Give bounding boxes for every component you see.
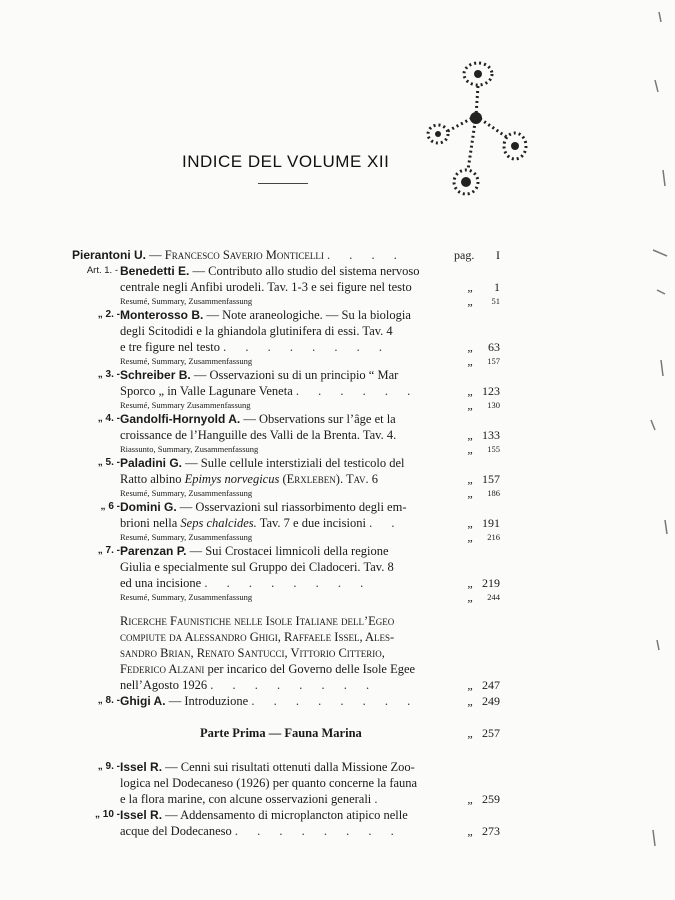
entry-author: Issel R.: [120, 760, 163, 774]
entry-page: 247: [482, 678, 500, 692]
toc-entry: „ 5. - Paladini G. — Sulle cellule interstiziali del testicolo del: [0, 455, 675, 471]
entry-author: Issel R.: [120, 808, 163, 822]
entry-page: 133: [482, 428, 500, 442]
resume-page: 51: [491, 296, 500, 306]
entry-number: „ 9. -: [97, 761, 120, 772]
table-of-contents: Pierantoni U. — Francesco Saverio Monticelli . . . . pag. I Art. 1. - Benedetti E. — Contributo allo studio del sistema nervoso centrale negli Anfibi urodeli. Tav. 1-3 e sei figure nel testo „ 1 Resumé, Summary, Zusammenfassung „ 51 „ 2. - Monterosso B. — Note araneologiche. — Su la biologia degli Scitodidi e la ghiandola glutinifera di essi. Tav. 4 e tre figure nel testo . . . . . . . . „ 63 Resumé, Summary, Zusammenfassung „ 157 „ 3. - Schreiber B. — Osservazioni su di un principio “ Mar Sporco „ in Valle Lagunare Veneta . . . . . . „ 123 Resumé, Summary Zusammenfassung „ 130 „ 4. - Gandolfi-Hornyold A. — Observations sur l’âge et la croissance de l’Hanguille des Valli de la Brenta. Tav. 4. „ 133 Riassunto, Summary, Zusammenfassung „ 155 „ 5. - Paladini G. — Sulle cellule interstiziali del testicolo del Ratto albino Epimys norvegicus (Erxleben). Tav. 6 „ 157 Resumé, Summary, Zusammenfassung „ 186 „ 6 - Domini G. — Osservazioni sul riassorbimento degli em- brioni nella Seps chalcides. Tav. 7 e due incisioni . . „ 191 Resumé, Summary, Zusammenfassung „ 216 „ 7. - Parenzan P. — Sui Crostacei limnicoli della regione Giulia e specialmente sul Gruppo dei Cladoceri. Tav. 8 ed una incisione . . . . . . . . „ 219 Resumé, Summary, Zusammenfassung „ 244 Ricerche Faunistiche nelle Isole Italiane dell’Egeo compiute da Alessandro Ghigi, Raffaele Issel, Ales- sandro Brian, Renato Santucci, Vittorio Citterio, Federico Alzani per incarico del Governo delle Isole Egee nell’Agosto 1926 . . . . . . . . „ 247 „ 8. - Ghigi A. — Introduzione . . . . . . . . „ 249 Parte Prima — Fauna Marina „ 257 „ 9. - Issel R. — Cenni sui risultati ottenuti dalla Missione Zoo- logica nel Dodecaneso (1926) per quanto concerne la fauna e la flora marine, con alcune osservazioni generali . „ 259 „ 10 - Issel R. — Addensamento di microplancton atipico nelle acque del Dodecaneso . . . . . . . . „ 273: [0, 0, 675, 900]
entry-author: Paladini G.: [120, 456, 183, 470]
entry-number: „ 6 -: [100, 501, 120, 512]
toc-entry: Pierantoni U. — Francesco Saverio Monticelli . . . . pag. I: [72, 248, 500, 262]
section-heading: Parte Prima — Fauna Marina „ 257: [200, 726, 500, 740]
entry-resume: Resumé, Summary, Zusammenfassung: [120, 296, 253, 306]
entry-number: „ 10 -: [94, 809, 120, 820]
entry-page: 157: [482, 472, 500, 486]
entry-page: 191: [482, 516, 500, 530]
entry-number: „ 4. -: [97, 413, 120, 424]
entry-author: Domini G.: [120, 500, 177, 514]
entry-number: „ 3. -: [97, 369, 120, 380]
entry-page: 249: [482, 694, 500, 708]
entry-author: Benedetti E.: [120, 264, 190, 278]
entry-number: „ 2. -: [97, 309, 120, 320]
entry-author: Parenzan P.: [120, 544, 187, 558]
entry-author: Gandolfi-Hornyold A.: [120, 412, 241, 426]
entry-page: 1: [494, 280, 500, 294]
toc-entry: „ 9. - Issel R. — Cenni sui risultati ottenuti dalla Missione Zoo-: [0, 759, 675, 775]
entry-title-line: centrale negli Anfibi urodeli. Tav. 1-3 e sei figure nel testo: [120, 280, 412, 294]
toc-entry: „ 6 - Domini G. — Osservazioni sul riassorbimento degli em-: [0, 499, 675, 515]
page-label: pag. I: [454, 248, 500, 262]
toc-entry: Art. 1. - Benedetti E. — Contributo allo studio del sistema nervoso: [0, 263, 675, 279]
entry-number: „ 7. -: [97, 545, 120, 556]
toc-entry: „ 3. - Schreiber B. — Osservazioni su di un principio “ Mar: [0, 367, 675, 383]
entry-author: Pierantoni U.: [72, 248, 147, 262]
toc-entry: Ricerche Faunistiche nelle Isole Italiane dell’Egeo: [120, 614, 395, 628]
toc-entry: „ 2. - Monterosso B. — Note araneologiche. — Su la biologia: [0, 307, 675, 323]
entry-page: 257: [482, 726, 500, 740]
entry-number: „ 8. -: [97, 695, 120, 706]
toc-entry: „ 8. - Ghigi A. — Introduzione . . . . . . . . „ 249: [0, 693, 675, 709]
toc-entry: „ 7. - Parenzan P. — Sui Crostacei limnicoli della regione: [0, 543, 675, 559]
toc-entry: „ 4. - Gandolfi-Hornyold A. — Observations sur l’âge et la: [0, 411, 675, 427]
entry-page: 219: [482, 576, 500, 590]
entry-number: „ 5. -: [97, 457, 120, 468]
entry-page: 259: [482, 792, 500, 806]
page-title: INDICE DEL VOLUME XII: [182, 152, 390, 171]
entry-page: 63: [488, 340, 500, 354]
entry-author: Monterosso B.: [120, 308, 204, 322]
entry-page: 273: [482, 824, 500, 838]
toc-entry: „ 10 - Issel R. — Addensamento di microplancton atipico nelle: [0, 807, 675, 823]
entry-title: Francesco Saverio Monticelli: [164, 248, 324, 262]
entry-number: Art. 1. -: [86, 265, 118, 276]
entry-author: Ghigi A.: [120, 694, 166, 708]
entry-page: 123: [482, 384, 500, 398]
entry-author: Schreiber B.: [120, 368, 191, 382]
